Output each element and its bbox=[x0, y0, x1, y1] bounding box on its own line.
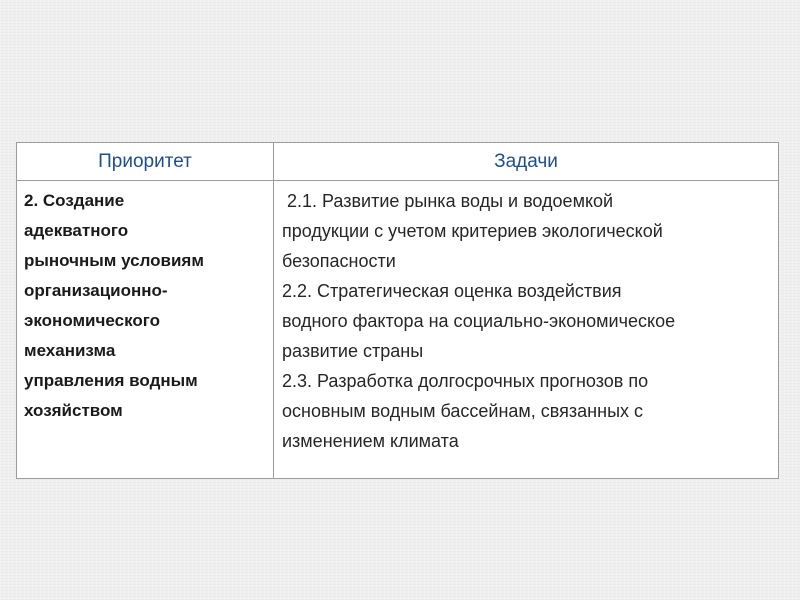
header-priority: Приоритет bbox=[17, 143, 274, 181]
priority-line: адекватного bbox=[24, 221, 129, 240]
table-header-row bbox=[17, 143, 779, 181]
priority-line: механизма bbox=[24, 341, 116, 360]
priority-line: управления водным bbox=[24, 371, 198, 390]
task-line: развитие страны bbox=[282, 341, 424, 361]
header-tasks: Задачи bbox=[274, 143, 779, 181]
priority-tasks-table bbox=[16, 142, 779, 479]
priority-line: рыночным условиям bbox=[24, 251, 204, 270]
task-line: водного фактора на социально-экономическое bbox=[282, 311, 676, 331]
task-line: 2.3. Разработка долгосрочных прогнозов по bbox=[282, 371, 649, 391]
tasks-cell bbox=[274, 181, 779, 479]
table-row bbox=[17, 181, 779, 479]
task-line: основным водным бассейнам, связанных с bbox=[282, 401, 644, 421]
priority-cell bbox=[17, 181, 274, 479]
task-line: 2.2. Стратегическая оценка воздействия bbox=[282, 281, 622, 301]
priority-line: хозяйством bbox=[24, 401, 123, 420]
task-line: 2.1. Развитие рынка воды и водоемкой bbox=[282, 191, 614, 211]
task-line: безопасности bbox=[282, 251, 396, 271]
task-line: изменением климата bbox=[282, 431, 459, 451]
priority-line: экономического bbox=[24, 311, 160, 330]
task-line: продукции с учетом критериев экологической bbox=[282, 221, 663, 241]
priority-line: 2. Создание bbox=[24, 191, 125, 210]
priority-line: организационно- bbox=[24, 281, 168, 300]
